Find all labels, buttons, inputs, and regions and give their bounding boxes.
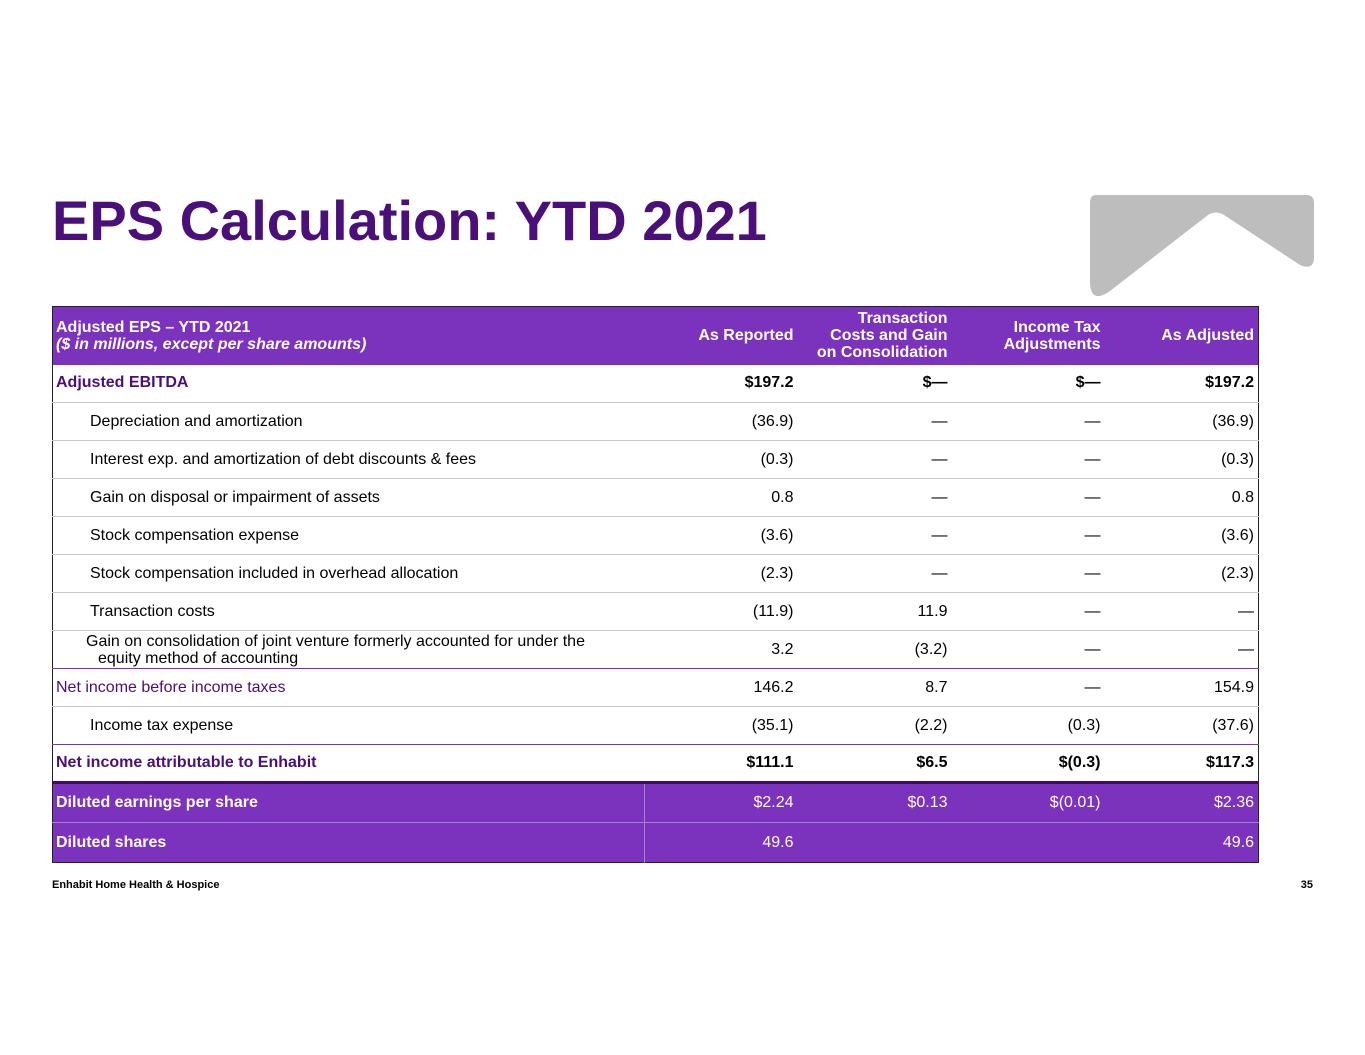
cell-as-adjusted: (3.6) xyxy=(1221,526,1254,544)
table-row xyxy=(53,745,1259,783)
cell-income-tax: — xyxy=(1084,412,1101,430)
cell-income-tax: — xyxy=(1084,678,1101,696)
cell-as-adjusted: — xyxy=(1238,640,1254,658)
footer-company-name: Enhabit Home Health & Hospice xyxy=(52,879,220,891)
cell-income-tax xyxy=(952,823,1105,863)
cell-transaction: — xyxy=(931,564,948,582)
page-title: EPS Calculation: YTD 2021 xyxy=(52,189,767,252)
row-label: Diluted earnings per share xyxy=(53,783,645,823)
cell-transaction: 8.7 xyxy=(925,678,948,696)
header-transaction-line3: on Consolidation xyxy=(816,344,948,362)
header-title: Adjusted EPS – YTD 2021 xyxy=(56,318,251,336)
header-income-tax-line1: Income Tax xyxy=(1013,318,1101,336)
cell-as-reported: 49.6 xyxy=(762,833,794,851)
cell-transaction: $— xyxy=(922,374,948,392)
cell-as-adjusted: 49.6 xyxy=(1222,833,1254,851)
cell-income-tax: $(0.3) xyxy=(1058,754,1101,771)
cell-as-reported: (0.3) xyxy=(760,450,794,468)
page-number: 35 xyxy=(1300,879,1313,891)
cell-transaction: — xyxy=(931,412,948,430)
table-row xyxy=(53,555,1259,593)
header-transaction-line2: Costs and Gain xyxy=(830,327,948,345)
header-as-adjusted: As Adjusted xyxy=(1161,327,1254,345)
header-as-reported: As Reported xyxy=(698,327,794,345)
cell-income-tax: — xyxy=(1084,526,1101,544)
cell-income-tax: (0.3) xyxy=(1067,716,1101,734)
cell-transaction: $6.5 xyxy=(916,754,948,771)
row-label: Net income before income taxes xyxy=(56,678,286,696)
table-row xyxy=(53,365,1259,403)
eps-table xyxy=(52,306,1259,863)
cell-as-reported: 3.2 xyxy=(771,640,794,658)
row-label-line1: Gain on consolidation of joint venture formerly accounted for under the xyxy=(86,632,585,650)
row-label: Stock compensation included in overhead allocation xyxy=(90,564,459,582)
header-transaction-line1: Transaction xyxy=(857,310,948,328)
cell-as-adjusted: (2.3) xyxy=(1221,564,1254,582)
header-subtitle: ($ in millions, except per share amounts) xyxy=(56,335,367,353)
row-label-line2: equity method of accounting xyxy=(98,649,299,667)
row-label: Diluted shares xyxy=(53,823,645,863)
cell-income-tax: $— xyxy=(1075,374,1101,392)
cell-as-adjusted: (36.9) xyxy=(1212,412,1254,430)
cell-as-reported: 146.2 xyxy=(753,678,794,696)
row-label xyxy=(53,631,645,669)
cell-as-adjusted: $197.2 xyxy=(1205,374,1254,392)
row-label: Stock compensation expense xyxy=(90,526,300,544)
cell-as-adjusted: (0.3) xyxy=(1221,450,1254,468)
cell-transaction: — xyxy=(931,450,948,468)
cell-income-tax: $(0.01) xyxy=(1049,794,1101,811)
header-income-tax xyxy=(952,307,1105,365)
cell-transaction xyxy=(798,823,952,863)
cell-transaction: (3.2) xyxy=(914,640,948,658)
row-label: Adjusted EBITDA xyxy=(56,374,189,392)
cell-transaction: (2.2) xyxy=(914,716,948,734)
cell-as-reported: (2.3) xyxy=(760,564,794,582)
table-row xyxy=(53,707,1259,745)
row-label: Net income attributable to Enhabit xyxy=(56,754,317,771)
cell-as-reported: (11.9) xyxy=(752,602,794,620)
header-income-tax-line2: Adjustments xyxy=(1003,335,1101,353)
cell-as-reported: $2.24 xyxy=(753,794,794,811)
cell-transaction: — xyxy=(931,488,948,506)
cell-income-tax: — xyxy=(1084,450,1101,468)
row-label: Interest exp. and amortization of debt discounts & fees xyxy=(90,450,476,468)
row-label: Income tax expense xyxy=(90,716,234,734)
table-header-row xyxy=(53,307,1259,365)
cell-income-tax: — xyxy=(1084,564,1101,582)
cell-as-reported: $197.2 xyxy=(744,374,794,392)
header-transaction-costs xyxy=(798,307,952,365)
cell-as-adjusted: (37.6) xyxy=(1212,716,1254,734)
table-row xyxy=(53,669,1259,707)
chevron-house-logo-icon xyxy=(1088,193,1316,299)
cell-as-adjusted: 0.8 xyxy=(1231,488,1254,506)
cell-as-adjusted: $117.3 xyxy=(1205,754,1254,771)
table-row xyxy=(53,783,1259,823)
cell-as-adjusted: — xyxy=(1238,602,1254,620)
row-label: Gain on disposal or impairment of assets xyxy=(90,488,380,506)
cell-income-tax: — xyxy=(1084,640,1101,658)
table-row xyxy=(53,631,1259,669)
cell-as-adjusted: $2.36 xyxy=(1213,794,1254,811)
row-label: Depreciation and amortization xyxy=(90,412,303,430)
cell-transaction: 11.9 xyxy=(917,602,948,620)
table-row xyxy=(53,403,1259,441)
cell-income-tax: — xyxy=(1084,488,1101,506)
cell-as-reported: (36.9) xyxy=(751,412,794,430)
cell-as-reported: $111.1 xyxy=(746,754,794,771)
header-label-cell xyxy=(53,307,645,365)
table-row xyxy=(53,479,1259,517)
table-row xyxy=(53,441,1259,479)
cell-as-reported: (35.1) xyxy=(751,716,794,734)
table-row xyxy=(53,823,1259,863)
cell-transaction: $0.13 xyxy=(907,794,948,811)
table-row xyxy=(53,517,1259,555)
cell-income-tax: — xyxy=(1084,602,1101,620)
cell-as-reported: 0.8 xyxy=(771,488,794,506)
cell-as-reported: (3.6) xyxy=(760,526,794,544)
cell-transaction: — xyxy=(931,526,948,544)
row-label: Transaction costs xyxy=(90,602,215,620)
table-row xyxy=(53,593,1259,631)
cell-as-adjusted: 154.9 xyxy=(1213,678,1254,696)
